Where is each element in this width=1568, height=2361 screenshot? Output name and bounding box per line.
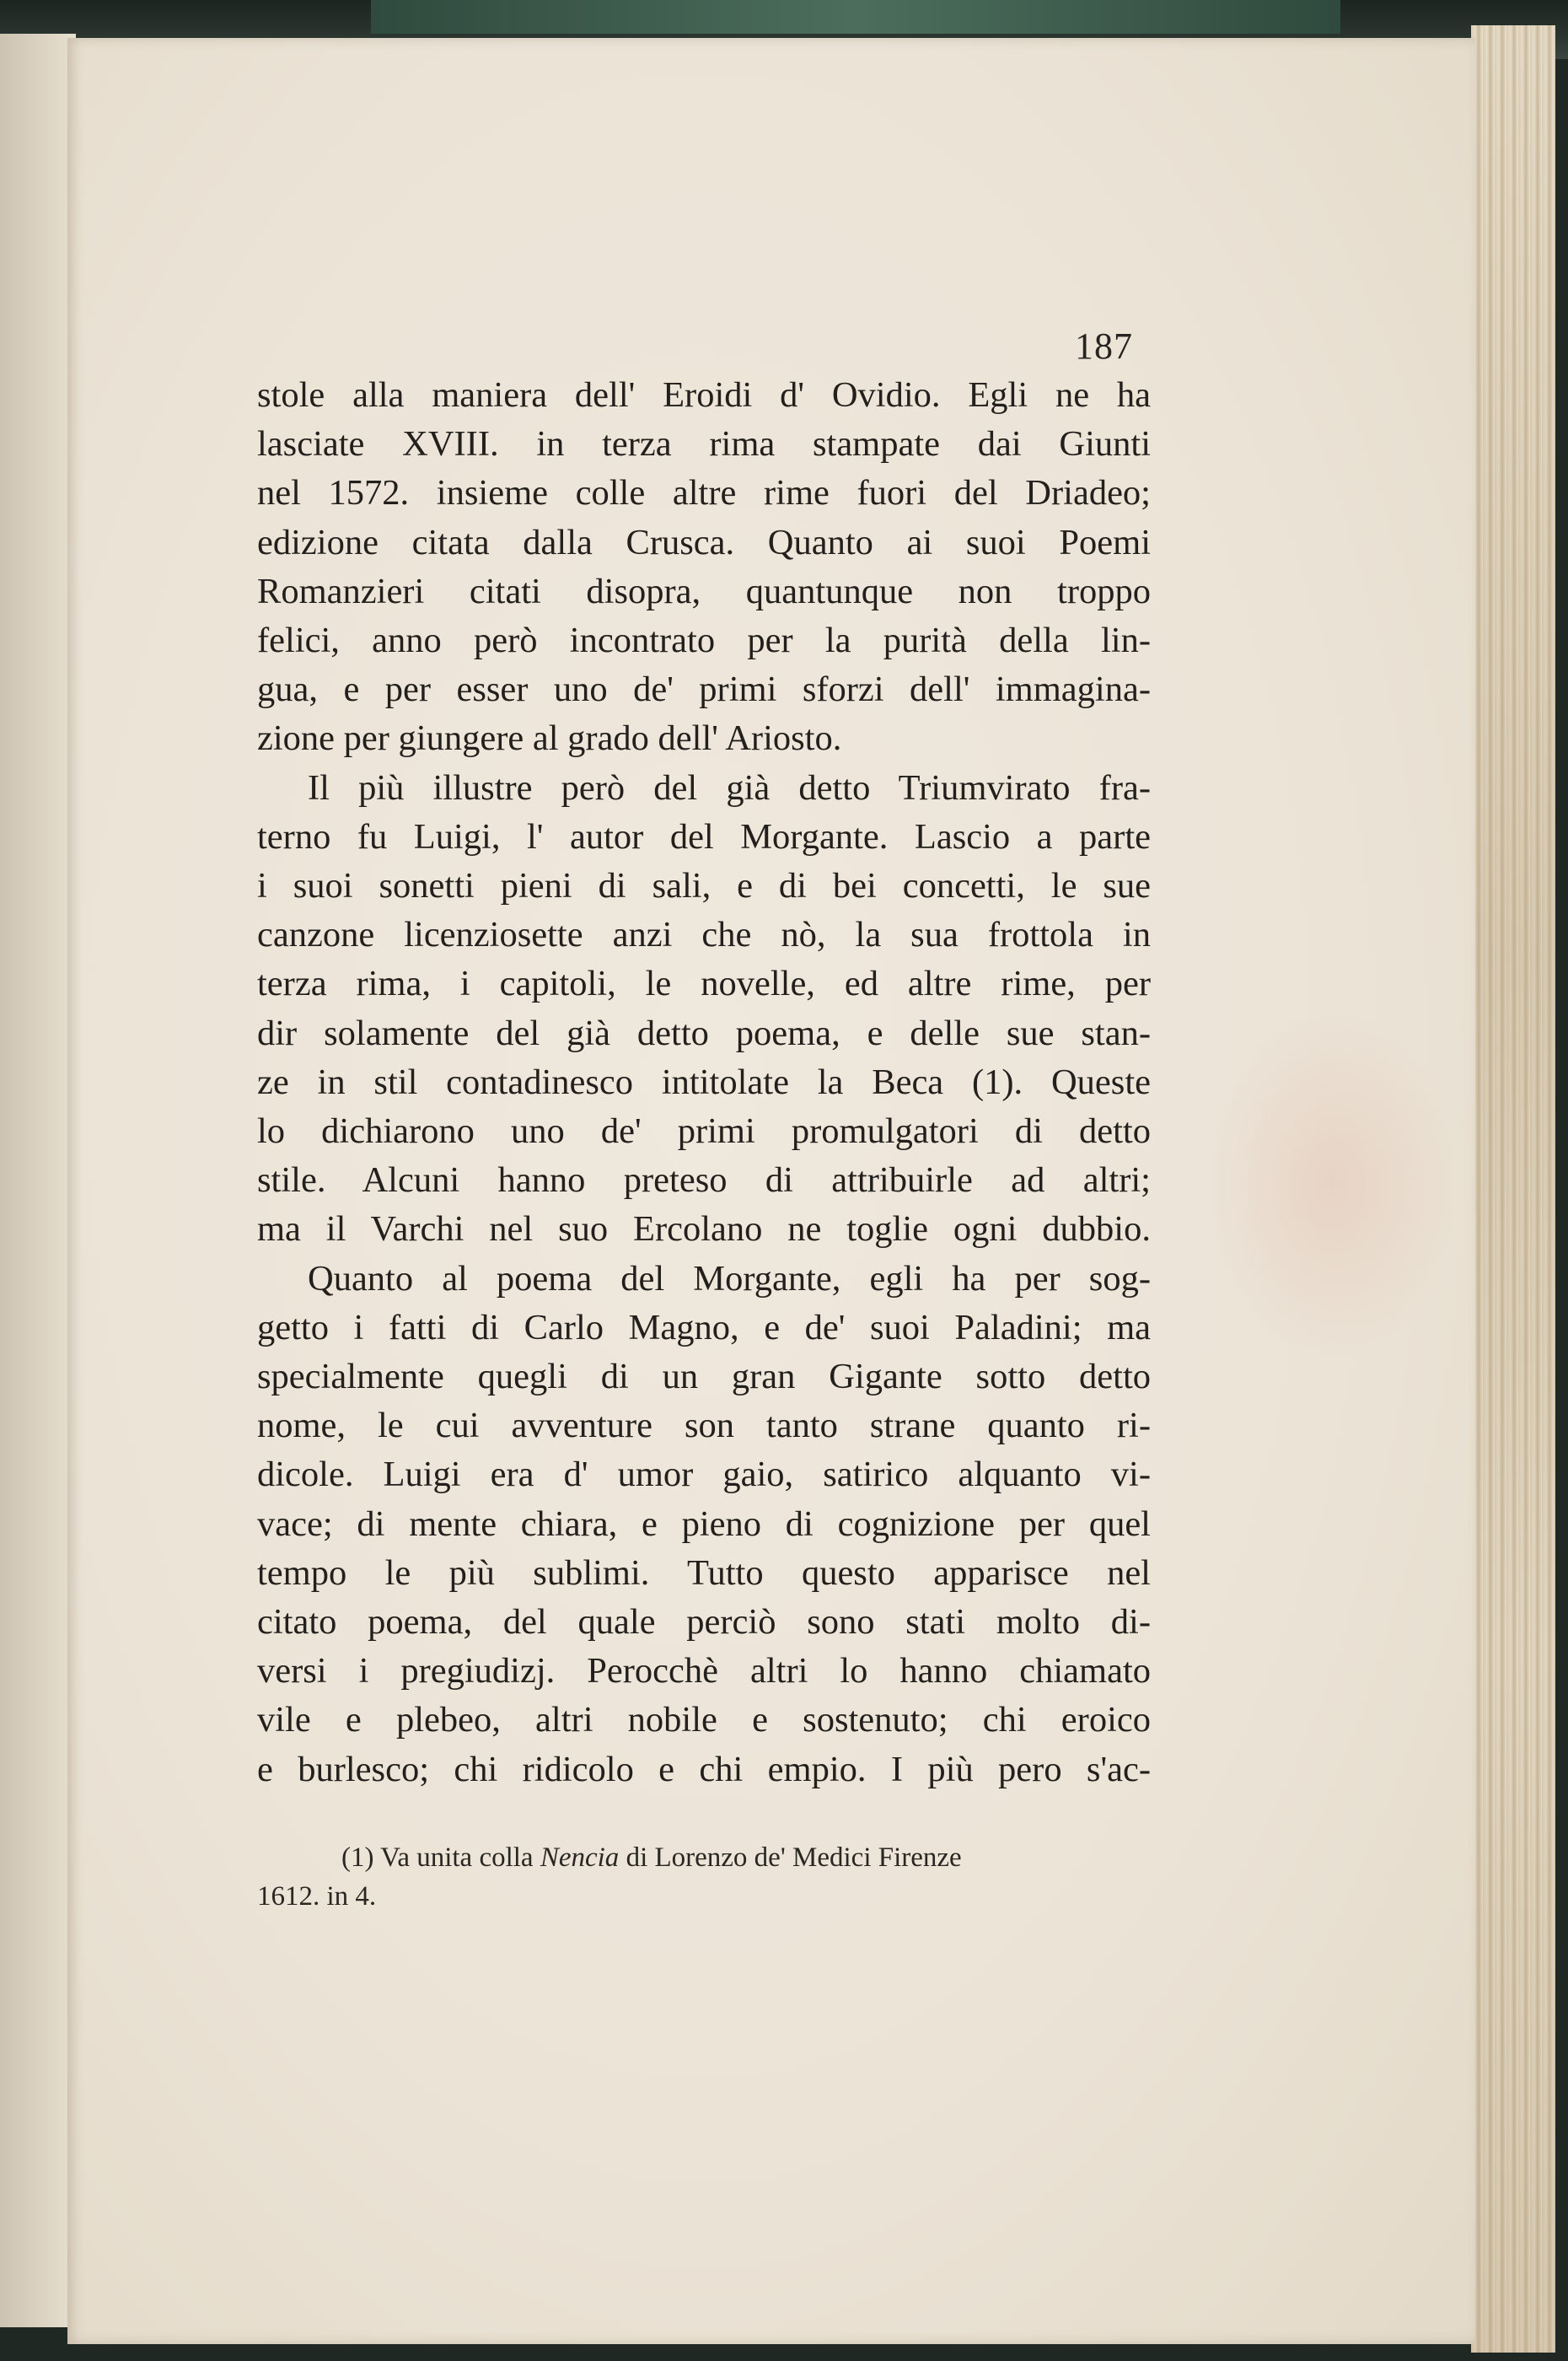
text-line: specialmente quegli di un gran Gigante sotto detto — [257, 1357, 1151, 1397]
text-line: zione per giungere al grado dell' Ariosto. — [257, 718, 842, 759]
footnote-text: Va unita colla — [380, 1842, 534, 1873]
page-number: 187 — [1075, 325, 1133, 367]
text-line: terno fu Luigi, l' autor del Morgante. Lascio a parte — [257, 816, 1151, 857]
text-line: Quanto al poema del Morgante, egli ha per sog- — [308, 1258, 1151, 1299]
left-page-edge — [0, 34, 76, 2327]
text-line: stole alla maniera dell' Eroidi d' Ovidio. Egli ne ha — [257, 375, 1151, 415]
text-line: e burlesco; chi ridicolo e chi empio. I più pero s'ac- — [257, 1749, 1151, 1789]
text-line: vace; di mente chiara, e pieno di cognizione per quel — [257, 1503, 1151, 1544]
footnote-text: di Lorenzo de' Medici Firenze — [626, 1842, 962, 1873]
text-line: versi i pregiudizj. Perocchè altri lo hanno chiamato — [257, 1651, 1151, 1691]
text-line: dir solamente del già detto poema, e delle sue stan- — [257, 1013, 1151, 1053]
text-line: ma il Varchi nel suo Ercolano ne toglie ogni dubbio. — [257, 1209, 1151, 1250]
text-line: nome, le cui avventure son tanto strane quanto ri- — [257, 1406, 1151, 1446]
text-line: dicole. Luigi era d' umor gaio, satirico alquanto vi- — [257, 1455, 1151, 1495]
text-line: canzone licenziosette anzi che nò, la sua frottola in — [257, 915, 1151, 955]
body-text — [257, 371, 1151, 1794]
footnote-italic-title: Nencia — [540, 1842, 620, 1873]
text-line: edizione citata dalla Crusca. Quanto ai suoi Poemi — [257, 522, 1151, 562]
green-cover-edge — [371, 0, 1340, 34]
text-line: stile. Alcuni hanno preteso di attribuirle ad altri; — [257, 1160, 1151, 1201]
text-line: ze in stil contadinesco intitolate la Beca (1). Queste — [257, 1062, 1151, 1102]
footnote-line — [257, 1838, 1151, 1877]
text-line: lasciate XVIII. in terza rima stampate dai Giunti — [257, 424, 1151, 465]
paper-stain — [1206, 1008, 1458, 1362]
text-line: tempo le più sublimi. Tutto questo apparisce nel — [257, 1552, 1151, 1593]
text-line: nel 1572. insieme colle altre rime fuori del Driadeo; — [257, 473, 1151, 514]
text-line: terza rima, i capitoli, le novelle, ed altre rime, per — [257, 964, 1151, 1004]
text-line: vile e plebeo, altri nobile e sostenuto; chi eroico — [257, 1700, 1151, 1740]
footnote-marker: (1) — [341, 1842, 374, 1873]
footnote-line: 1612. in 4. — [257, 1881, 377, 1912]
text-line: felici, anno però incontrato per la purità della lin- — [257, 621, 1151, 661]
text-line: i suoi sonetti pieni di sali, e di bei concetti, le sue — [257, 866, 1151, 906]
text-line: lo dichiarono uno de' primi promulgatori di detto — [257, 1111, 1151, 1152]
text-line: gua, e per esser uno de' primi sforzi dell' immagina- — [257, 670, 1151, 710]
text-line: Romanzieri citati disopra, quantunque non troppo — [257, 571, 1151, 611]
footnote — [257, 1838, 1151, 1916]
text-line: citato poema, del quale perciò sono stati molto di- — [257, 1602, 1151, 1643]
text-line: Il più illustre però del già detto Triumvirato fra- — [308, 767, 1151, 808]
text-line: getto i fatti di Carlo Magno, e de' suoi Paladini; ma — [257, 1307, 1151, 1347]
right-page-edges — [1471, 25, 1555, 2353]
